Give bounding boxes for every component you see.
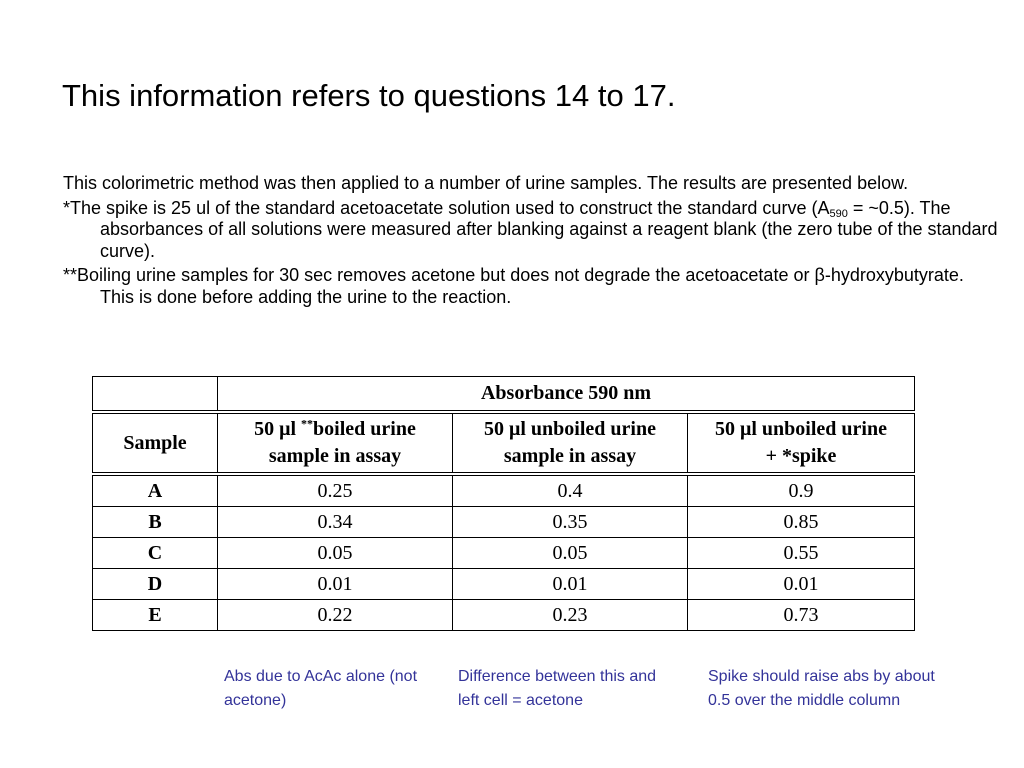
table-group-header-row bbox=[93, 377, 915, 413]
unboiled-value-cell: 0.4 bbox=[453, 474, 688, 507]
paragraph-spike-note bbox=[63, 198, 998, 263]
table-header-row bbox=[93, 412, 915, 474]
spike-value-cell: 0.01 bbox=[688, 569, 915, 600]
unboiled-urine-header: 50 μl unboiled urine sample in assay bbox=[453, 412, 688, 474]
spike-value-cell: 0.9 bbox=[688, 474, 915, 507]
boiled-value-cell: 0.34 bbox=[218, 507, 453, 538]
sample-cell: C bbox=[93, 538, 218, 569]
table-row bbox=[93, 600, 915, 631]
spike-note-text-a: *The spike is 25 ul of the standard acetoacetate solution used to construct the standard curve (A bbox=[63, 197, 830, 218]
table-row bbox=[93, 538, 915, 569]
spike-value-cell: 0.85 bbox=[688, 507, 915, 538]
sample-header: Sample bbox=[93, 412, 218, 474]
absorbance-group-header: Absorbance 590 nm bbox=[218, 377, 915, 413]
table-row bbox=[93, 507, 915, 538]
boiled-value-cell: 0.25 bbox=[218, 474, 453, 507]
sample-cell: A bbox=[93, 474, 218, 507]
spike-note-text-b: = ~0.5). The absorbances of all solutions were measured after blanking against a reagent blank (the zero tube of the standard curve). bbox=[100, 197, 998, 261]
unboiled-value-cell: 0.23 bbox=[453, 600, 688, 631]
unboiled-value-cell: 0.05 bbox=[453, 538, 688, 569]
table-row bbox=[93, 474, 915, 507]
sample-cell: B bbox=[93, 507, 218, 538]
annotation-acetone-difference: Difference between this and left cell = acetone bbox=[458, 668, 657, 709]
slide-title: This information refers to questions 14 to 17. bbox=[62, 78, 676, 113]
annotation-acac-only: Abs due to AcAc alone (not acetone) bbox=[224, 668, 418, 709]
boiled-urine-header: 50 μl **boiled urine sample in assay bbox=[218, 412, 453, 474]
empty-corner-cell bbox=[93, 377, 218, 413]
sample-cell: E bbox=[93, 600, 218, 631]
paragraph-boiling-note: **Boiling urine samples for 30 sec removes acetone but does not degrade the acetoacetate or β-hydroxybutyrate. This is done before adding the urine to the reaction. bbox=[63, 265, 964, 307]
unboiled-value-cell: 0.35 bbox=[453, 507, 688, 538]
boiled-value-cell: 0.05 bbox=[218, 538, 453, 569]
boiled-value-cell: 0.22 bbox=[218, 600, 453, 631]
paragraph-intro: This colorimetric method was then applied to a number of urine samples. The results are presented below. bbox=[63, 173, 909, 193]
spike-value-cell: 0.73 bbox=[688, 600, 915, 631]
table-row bbox=[93, 569, 915, 600]
sample-cell: D bbox=[93, 569, 218, 600]
wavelength-subscript: 590 bbox=[829, 207, 848, 220]
unboiled-value-cell: 0.01 bbox=[453, 569, 688, 600]
annotation-spike-expectation: Spike should raise abs by about 0.5 over the middle column bbox=[708, 668, 935, 709]
slide-body bbox=[63, 173, 998, 311]
unboiled-spike-header: 50 μl unboiled urine + *spike bbox=[688, 412, 915, 474]
spike-value-cell: 0.55 bbox=[688, 538, 915, 569]
absorbance-table bbox=[92, 376, 915, 631]
boiled-value-cell: 0.01 bbox=[218, 569, 453, 600]
